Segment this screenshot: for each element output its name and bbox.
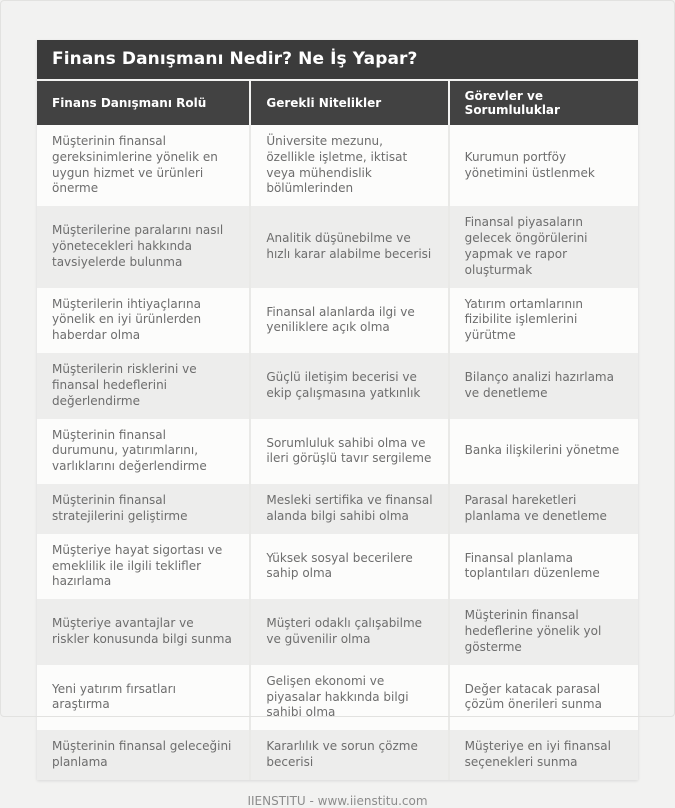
table-header-row [37,81,638,125]
table-row [37,288,638,353]
table-cell: Yeni yatırım fırsatları araştırma [37,665,250,730]
info-table [37,81,638,780]
table-cell: Müşterinin finansal gereksinimlerine yönelik en uygun hizmet ve ürünleri önerme [37,125,250,206]
table-cell: Üniversite mezunu, özellikle işletme, iktisat veya mühendislik bölümlerinden [250,125,448,206]
table-row [37,534,638,599]
table-cell: Güçlü iletişim becerisi ve ekip çalışmasına yatkınlık [250,353,448,418]
finance-advisor-table [37,40,638,780]
table-cell: Yüksek sosyal becerilere sahip olma [250,534,448,599]
table-cell: Değer katacak parasal çözüm önerileri sunma [449,665,638,730]
table-cell: Müşterinin finansal geleceğini planlama [37,730,250,780]
table-cell: Müşteriye en iyi finansal seçenekleri sunma [449,730,638,780]
table-cell: Yatırım ortamlarının fizibilite işlemlerini yürütme [449,288,638,353]
table-cell: Parasal hareketleri planlama ve denetleme [449,484,638,534]
table-cell: Sorumluluk sahibi olma ve ileri görüşlü tavır sergileme [250,419,448,484]
table-cell: Müşteri odaklı çalışabilme ve güvenilir olma [250,599,448,664]
page-title: Finans Danışmanı Nedir? Ne İş Yapar? [37,40,638,79]
table-row [37,730,638,780]
table-cell: Gelişen ekonomi ve piyasalar hakkında bilgi sahibi olma [250,665,448,730]
table-cell: Müşteriye avantajlar ve riskler konusunda bilgi sunma [37,599,250,664]
table-cell: Analitik düşünebilme ve hızlı karar alabilme becerisi [250,206,448,287]
table-cell: Müşterinin finansal hedeflerine yönelik yol gösterme [449,599,638,664]
table-cell: Mesleki sertifika ve finansal alanda bilgi sahibi olma [250,484,448,534]
table-cell: Kurumun portföy yönetimini üstlenmek [449,125,638,206]
table-row [37,665,638,730]
column-header-role: Finans Danışmanı Rolü [37,81,250,125]
table-cell: Finansal piyasaların gelecek öngörülerini yapmak ve rapor oluşturmak [449,206,638,287]
table-row [37,206,638,287]
table-row [37,484,638,534]
table-row [37,599,638,664]
table-cell: Kararlılık ve sorun çözme becerisi [250,730,448,780]
table-cell: Finansal planlama toplantıları düzenleme [449,534,638,599]
footer-credit: IIENSTITU - www.iienstitu.com [247,793,428,808]
table-body [37,125,638,780]
table-cell: Müşterilerine paralarını nasıl yönetecekleri hakkında tavsiyelerde bulunma [37,206,250,287]
table-cell: Müşterinin finansal stratejilerini geliştirme [37,484,250,534]
table-cell: Finansal alanlarda ilgi ve yeniliklere açık olma [250,288,448,353]
table-header [37,81,638,125]
table-cell: Banka ilişkilerini yönetme [449,419,638,484]
column-header-qualifications: Gerekli Nitelikler [250,81,448,125]
table-cell: Müşteriye hayat sigortası ve emeklilik ile ilgili teklifler hazırlama [37,534,250,599]
table-row [37,419,638,484]
table-cell: Müşterilerin ihtiyaçlarına yönelik en iyi ürünlerden haberdar olma [37,288,250,353]
table-cell: Müşterilerin risklerini ve finansal hedeflerini değerlendirme [37,353,250,418]
column-header-duties: Görevler ve Sorumluluklar [449,81,638,125]
table-cell: Bilanço analizi hazırlama ve denetleme [449,353,638,418]
table-row [37,125,638,206]
table-cell: Müşterinin finansal durumunu, yatırımlarını, varlıklarını değerlendirme [37,419,250,484]
table-row [37,353,638,418]
